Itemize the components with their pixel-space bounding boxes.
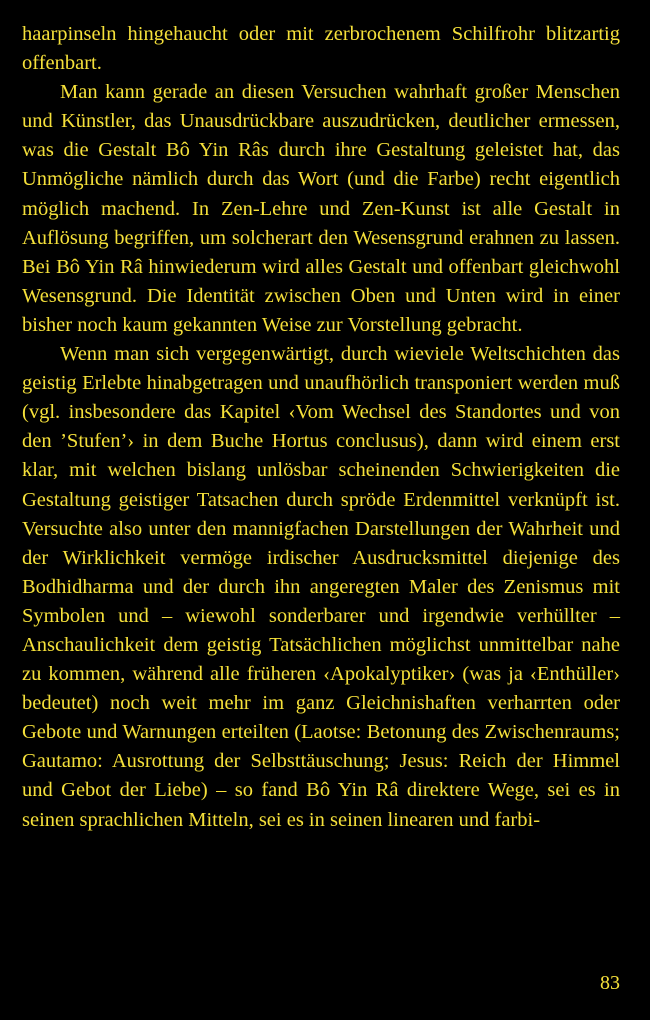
paragraph: Man kann gerade an diesen Versuchen wahrhaft großer Menschen und Künstler, das Unausdrückbare auszudrücken, deutlicher ermessen, was die Gestalt Bô Yin Râs durch ihre Gestaltung geleistet hat, das Unmögliche nämlich durch das Wort (und die Farbe) recht eigentlich möglich machend. In Zen-Lehre und Zen-Kunst ist alle Gestalt in Auflösung begriffen, um solcherart den Wesensgrund erahnen zu lassen. Bei Bô Yin Râ hinwiederum wird alles Gestalt und offenbart gleichwohl Wesensgrund. Die Identität zwischen Oben und Unten wird in einer bisher noch kaum gekannten Weise zur Vorstellung gebracht. (22, 81, 620, 336)
paragraph: Wenn man sich vergegenwärtigt, durch wieviele Weltschichten das geistig Erlebte hinabgetragen und unaufhörlich transponiert werden muß (vgl. insbesondere das Kapitel ‹Vom Wechsel des Standortes und von den ’Stufen’› in dem Buche Hortus conclusus), dann wird einem erst klar, mit welchen bislang unlösbar scheinenden Schwierigkeiten die Gestaltung geistiger Tatsachen durch spröde Erdenmittel verknüpft ist. Versuchte also unter den mannigfachen Darstellungen der Wahrheit und der Wirklichkeit vermöge irdischer Ausdrucksmittel diejenige des Bodhidharma und der durch ihn angeregten Maler des Zenismus mit Symbolen und – wiewohl sonderbarer und irgendwie verhüllter – Anschaulichkeit dem geistig Tatsächlichen möglichst unmittelbar nahe zu kommen, während alle früheren ‹Apokalyptiker› (was ja ‹Enthüller› bedeutet) noch weit mehr im ganz Gleichnishaften verharrten oder Gebote und Warnungen erteilten (Laotse: Betonung des Zwischenraums; Gautamo: Ausrottung der Selbsttäuschung; Jesus: Reich der Himmel und Gebot der Liebe) – so fand Bô Yin Râ direktere Wege, sei es in seinen sprachlichen Mitteln, sei es in seinen linearen und farbi- (22, 343, 620, 831)
body-text (22, 20, 620, 835)
page-number: 83 (600, 972, 620, 994)
paragraph-continued: haarpinseln hingehaucht oder mit zerbrochenem Schilfrohr blitzartig offenbart. (22, 23, 620, 75)
